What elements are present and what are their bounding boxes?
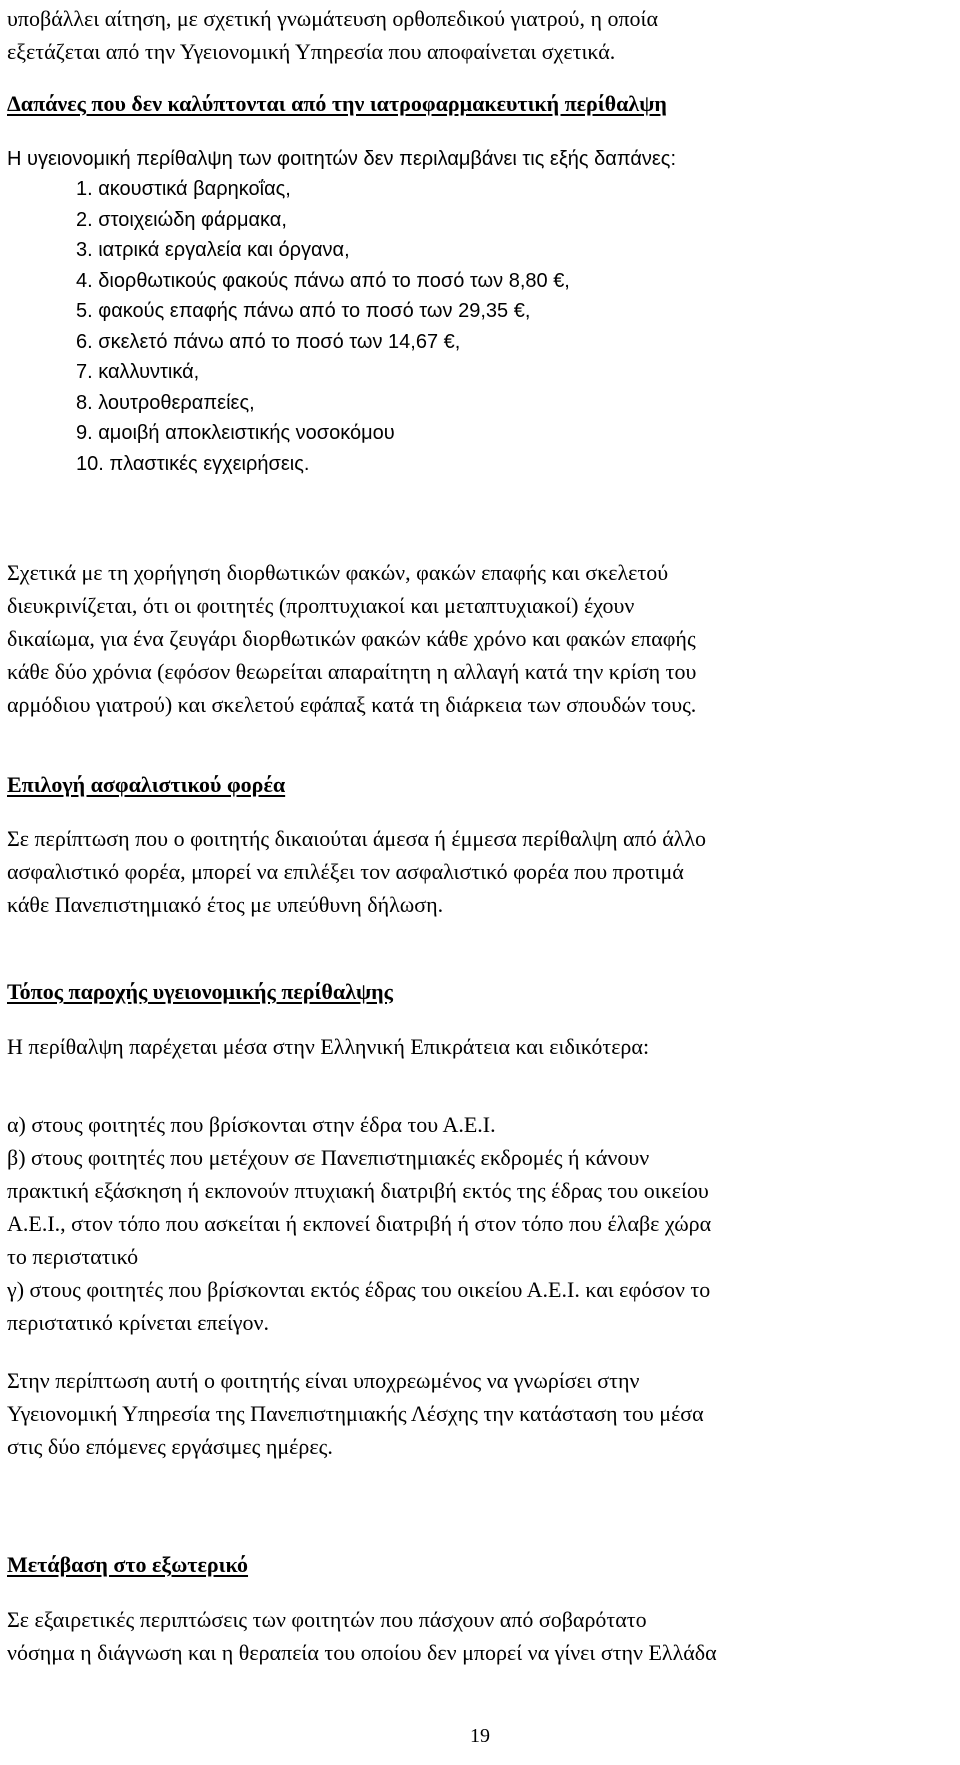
paragraph-line: δικαίωμα, για ένα ζευγάρι διορθωτικών φακών κάθε χρόνο και φακών επαφής [7, 626, 696, 651]
paragraph-line: αρμόδιου γιατρού) και σκελετού εφάπαξ κατά τη διάρκεια των σπουδών τους. [7, 692, 697, 717]
paragraph-line: κάθε δύο χρόνια (εφόσον θεωρείται απαραίτητη η αλλαγή κατά την κρίση του [7, 659, 697, 684]
abroad-paragraph [7, 1603, 953, 1669]
list-item: 2. στοιχειώδη φάρμακα, [76, 208, 287, 231]
paragraph-line: κάθε Πανεπιστημιακό έτος με υπεύθυνη δήλωση. [7, 892, 444, 917]
obligation-paragraph [7, 1364, 953, 1463]
intro-paragraph [7, 2, 953, 68]
paragraph-line: πρακτική εξάσκηση ή εκπονούν πτυχιακή διατριβή εκτός της έδρας του οικείου [7, 1178, 709, 1203]
list-item: 4. διορθωτικούς φακούς πάνω από το ποσό των 8,80 €, [76, 269, 570, 292]
list-item: 7. καλλυντικά, [76, 361, 200, 383]
section-heading-insurer: Επιλογή ασφαλιστικού φορέα [7, 772, 286, 797]
paragraph-line: γ) στους φοιτητές που βρίσκονται εκτός έδρας του οικείου Α.Ε.Ι. και εφόσον το [7, 1277, 711, 1302]
page-number: 19 [470, 1725, 490, 1747]
place-item-a: α) στους φοιτητές που βρίσκονται στην έδρα του Α.Ε.Ι. [7, 1112, 496, 1137]
excluded-list [76, 174, 570, 479]
section-heading-abroad: Μετάβαση στο εξωτερικό [7, 1552, 249, 1577]
paragraph-line: Σε περίπτωση που ο φοιτητής δικαιούται άμεσα ή έμμεσα περίθαλψη από άλλο [7, 826, 707, 851]
paragraph-line: νόσημα η διάγνωση και η θεραπεία του οποίου δεν μπορεί να γίνει στην Ελλάδα [7, 1640, 717, 1665]
section-heading-place: Τόπος παροχής υγειονομικής περίθαλψης [7, 979, 393, 1004]
intro-line: υποβάλλει αίτηση, με σχετική γνωμάτευση ορθοπεδικού γιατρού, η οποία [7, 6, 658, 31]
list-item: 6. σκελετό πάνω από το ποσό των 14,67 €, [76, 330, 461, 353]
place-intro: Η περίθαλψη παρέχεται μέσα στην Ελληνική Επικράτεια και ειδικότερα: [7, 1034, 650, 1059]
insurer-paragraph [7, 822, 953, 921]
paragraph-line: β) στους φοιτητές που μετέχουν σε Πανεπιστημιακές εκδρομές ή κάνουν [7, 1145, 650, 1170]
paragraph-line: το περιστατικό [7, 1244, 139, 1269]
paragraph-line: Στην περίπτωση αυτή ο φοιτητής είναι υποχρεωμένος να γνωρίσει στην [7, 1368, 640, 1393]
list-item: 10. πλαστικές εγχειρήσεις. [76, 452, 310, 475]
paragraph-line: Σχετικά με τη χορήγηση διορθωτικών φακών, φακών επαφής και σκελετού [7, 560, 669, 585]
list-item: 5. φακούς επαφής πάνω από το ποσό των 29,35 €, [76, 300, 531, 322]
excluded-intro: Η υγειονομική περίθαλψη των φοιτητών δεν περιλαμβάνει τις εξής δαπάνες: [7, 148, 677, 170]
paragraph-line: ασφαλιστικό φορέα, μπορεί να επιλέξει τον ασφαλιστικό φορέα που προτιμά [7, 859, 684, 884]
list-item: 9. αμοιβή αποκλειστικής νοσοκόμου [76, 422, 395, 444]
paragraph-line: Α.Ε.Ι., στον τόπο που ασκείται ή εκπονεί διατριβή ή στον τόπο που έλαβε χώρα [7, 1211, 712, 1236]
list-item: 3. ιατρικά εργαλεία και όργανα, [76, 239, 350, 261]
list-item: 1. ακουστικά βαρηκοΐας, [76, 178, 291, 200]
list-item: 8. λουτροθεραπείες, [76, 391, 255, 414]
paragraph-line: περιστατικό κρίνεται επείγον. [7, 1310, 269, 1335]
paragraph-line: διευκρινίζεται, ότι οι φοιτητές (προπτυχιακοί και μεταπτυχιακοί) έχουν [7, 593, 635, 618]
place-item-b [7, 1141, 953, 1273]
lenses-note-paragraph [7, 556, 953, 721]
place-item-c [7, 1273, 953, 1339]
paragraph-line: Υγειονομική Υπηρεσία της Πανεπιστημιακής Λέσχης την κατάσταση του μέσα [7, 1401, 704, 1426]
paragraph-line: στις δύο επόμενες εργάσιμες ημέρες. [7, 1434, 333, 1459]
intro-line: εξετάζεται από την Υγειονομική Υπηρεσία που αποφαίνεται σχετικά. [7, 39, 616, 64]
paragraph-line: Σε εξαιρετικές περιπτώσεις των φοιτητών που πάσχουν από σοβαρότατο [7, 1607, 647, 1632]
section-heading-excluded: Δαπάνες που δεν καλύπτονται από την ιατροφαρμακευτική περίθαλψη [7, 91, 667, 116]
